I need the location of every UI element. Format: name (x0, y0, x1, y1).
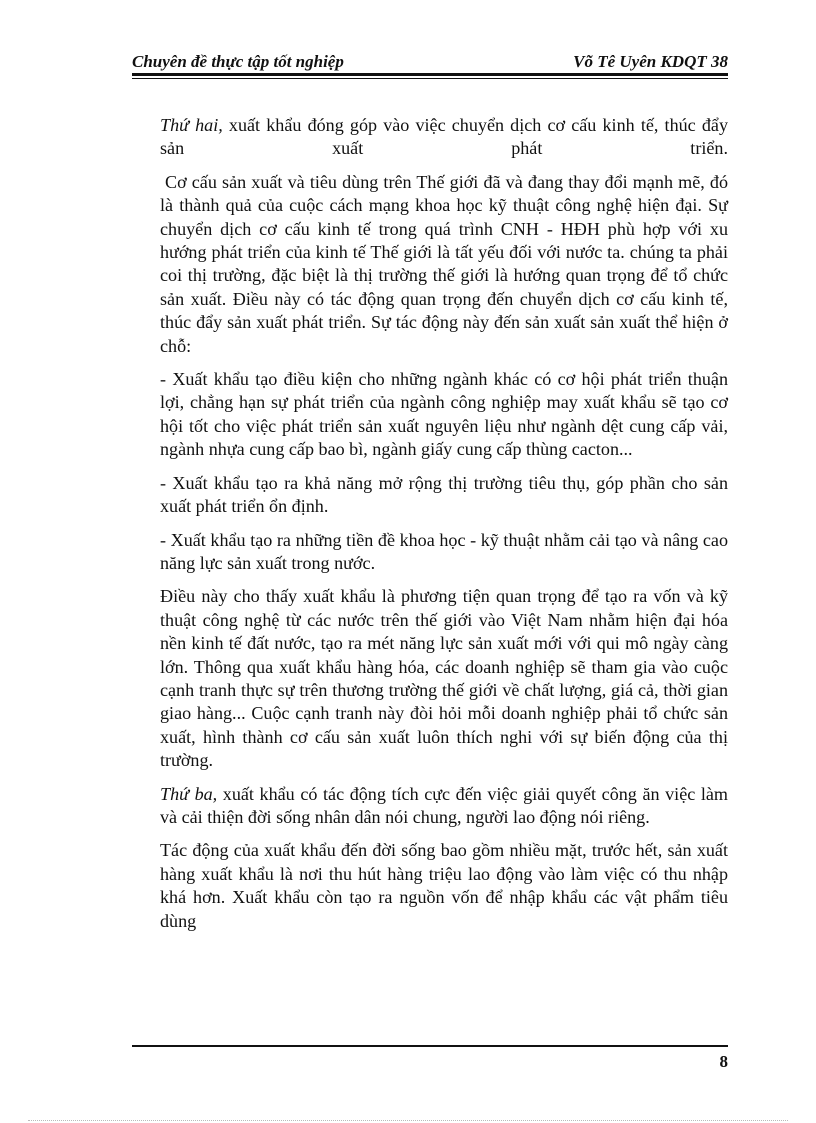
bullet-paragraph (160, 368, 728, 462)
paragraph-text: - Xuất khẩu tạo ra khả năng mở rộng thị trường tiêu thụ, góp phần cho sản xuất phát triển ổn định. (160, 472, 728, 517)
bullet-paragraph (160, 472, 728, 519)
footer-divider (132, 1045, 728, 1047)
paragraph-second-point (160, 114, 728, 161)
paragraph-text: xuất khẩu đóng góp vào việc chuyển dịch cơ cấu kinh tế, thúc đẩy sản xuất phát triển. (160, 115, 728, 159)
paragraph-text: - Xuất khẩu tạo ra những tiền đề khoa học - kỹ thuật nhằm cải tạo và nâng cao năng lực sản xuất trong nước. (160, 529, 728, 573)
page-header (132, 50, 728, 76)
header-divider (132, 73, 728, 76)
author-class: Võ Tê Uyên KDQT 38 (573, 52, 728, 71)
paragraph-text: Điều này cho thấy xuất khẩu là phương tiện quan trọng để tạo ra vốn và kỹ thuật công nghệ từ các nước trên thế giới vào Việt Nam nhằm hiện đại hóa nền kinh tế đất nước, tạo ra mét năng lực sản xuất mới với qui mô ngày càng lớn. Thông qua xuất khẩu hàng hóa, các doanh nghiệp sẽ tham gia vào cuộc cạnh tranh thực sự trên thương trường thế giới về chất lượng, giá cả, thời gian giao hàng... Cuộc cạnh tranh này đòi hỏi mỗi doanh nghiệp phải tổ chức sản xuất, hình thành cơ cấu sản xuất luôn thích nghi với sự biến động của thị trường. (160, 586, 728, 771)
page-number: 8 (719, 1052, 728, 1071)
paragraph-impact (160, 839, 728, 933)
paragraph-lead: Thứ ba, (160, 783, 218, 804)
paragraph-text: xuất khẩu có tác động tích cực đến việc giải quyết công ăn việc làm và cải thiện đời sống nhân dân nói chung, người lao động nói riêng. (160, 783, 728, 827)
paragraph-lead: Thứ hai, (160, 115, 223, 135)
bullet-paragraph (160, 529, 728, 576)
paragraph-conclusion (160, 585, 728, 772)
paragraph-text: - Xuất khẩu tạo điều kiện cho những ngành khác có cơ hội phát triển thuận lợi, chẳng hạn sự phát triển của ngành công nghiệp may xuất khẩu sẽ tạo cơ hội tốt cho việc phát triển sản xuất nguyên liệu như ngành dệt cung cấp vải, ngành nhựa cung cấp bao bì, ngành giấy cung cấp thùng cacton... (160, 369, 728, 460)
page-edge (28, 1120, 788, 1121)
paragraph-third-point (160, 783, 728, 830)
body-text (160, 114, 728, 943)
paragraph-text: Cơ cấu sản xuất và tiêu dùng trên Thế giới đã và đang thay đổi mạnh mẽ, đó là thành quả của cuộc cách mạng khoa học kỹ thuật công nghệ hiện đại. Sự chuyển dịch cơ cấu kinh tế trong quá trình CNH - HĐH phù hợp với xu hướng phát triển của kinh tế Thế giới là tất yếu đối với nước ta. chúng ta phải coi thị trường, đặc biệt là thị trường thế giới là hướng quan trọng để tổ chức sản xuất. Điều này có tác động quan trọng đến chuyển dịch cơ cấu kinh tế, thúc đẩy sản xuất phát triển. Sự tác động này đến sản xuất sản xuất thể hiện ở chỗ: (160, 171, 728, 356)
paragraph-structure (160, 171, 728, 358)
document-title: Chuyên đề thực tập tốt nghiệp (132, 52, 344, 71)
paragraph-text: Tác động của xuất khẩu đến đời sống bao gồm nhiều mặt, trước hết, sản xuất hàng xuất khẩu là nơi thu hút hàng triệu lao động vào làm việc có thu nhập khá hơn. Xuất khẩu còn tạo ra nguồn vốn để nhập khẩu các vật phẩm tiêu dùng (160, 840, 728, 931)
